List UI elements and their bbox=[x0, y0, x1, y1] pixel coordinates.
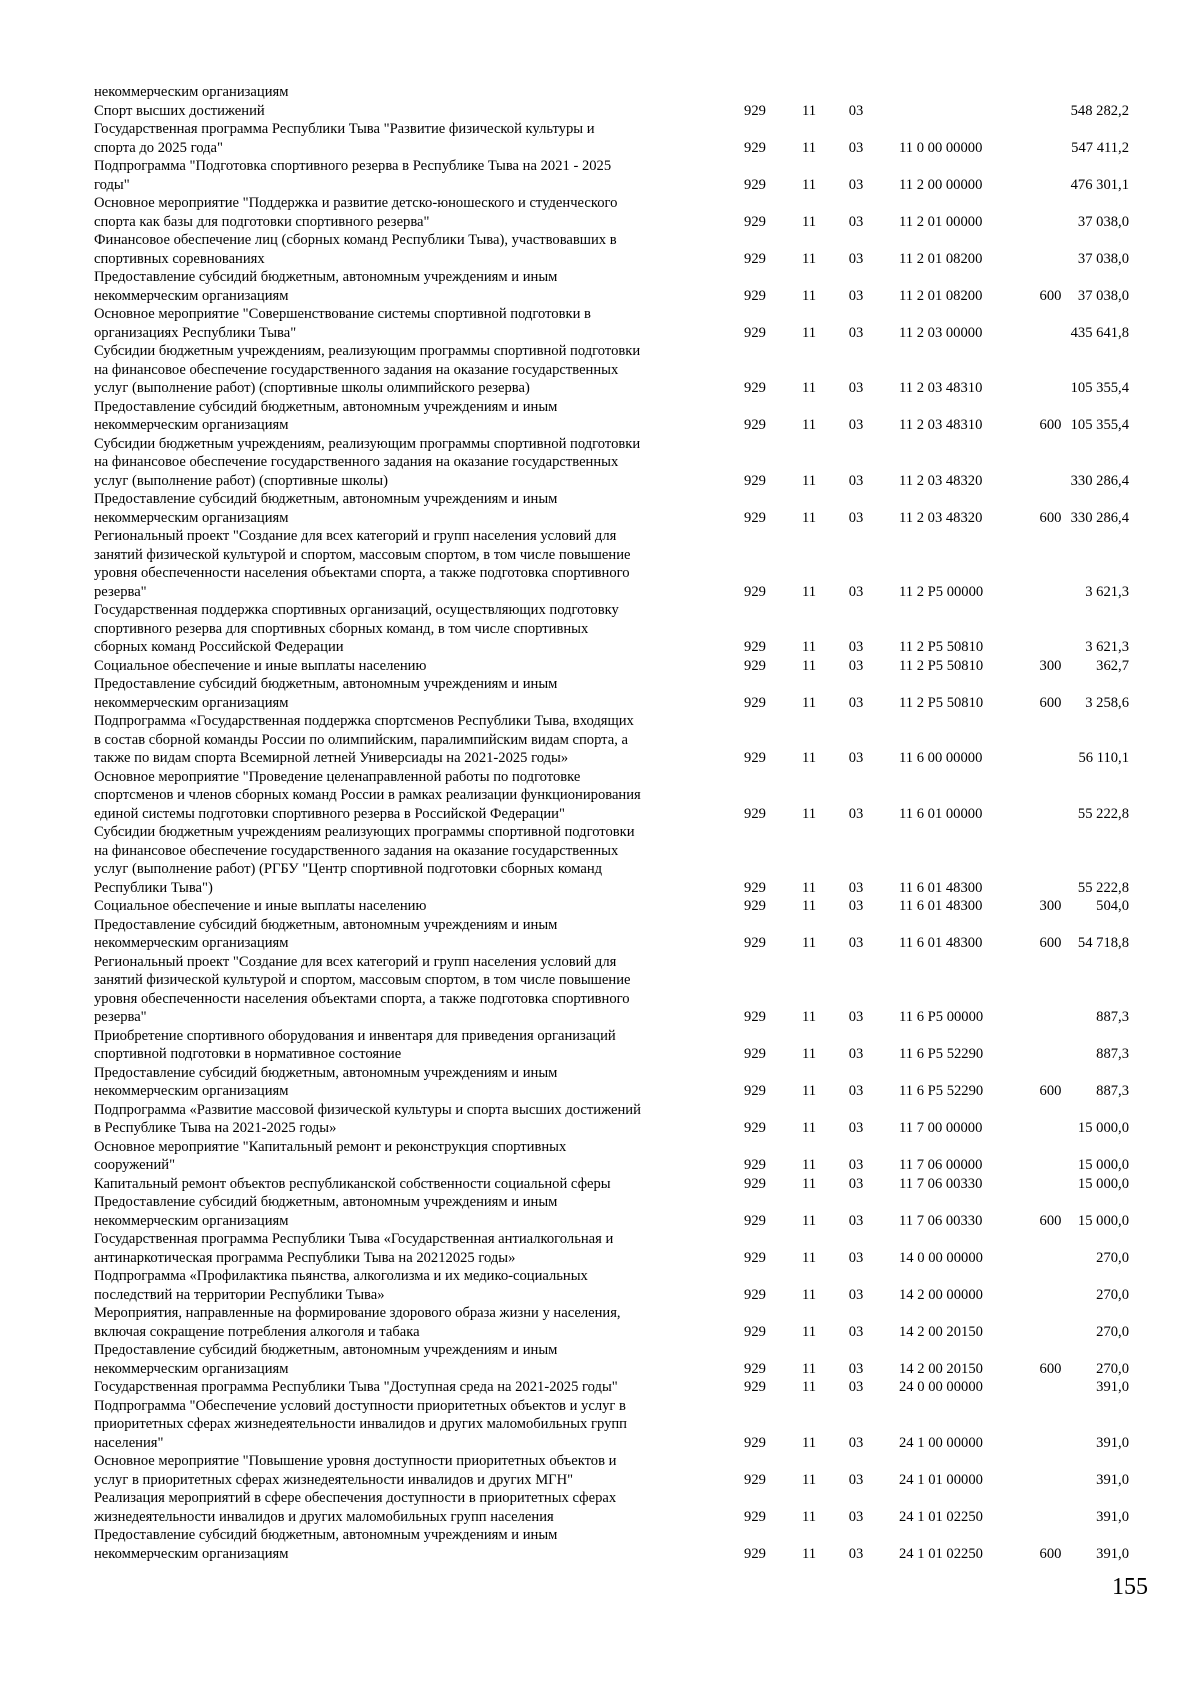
subsection-code-cell: 03 bbox=[848, 176, 864, 193]
table-row bbox=[94, 953, 1129, 1027]
amount-cell: 887,3 bbox=[1096, 1046, 1129, 1062]
subsection-code-cell: 03 bbox=[848, 1212, 864, 1229]
section-code-cell: 11 bbox=[801, 639, 817, 655]
target-article-cell: 11 2 00 00000 bbox=[899, 176, 983, 193]
table-row bbox=[94, 102, 1129, 121]
admin-code-cell: 929 bbox=[744, 1434, 766, 1451]
amount-cell: 270,0 bbox=[1096, 1360, 1129, 1377]
admin-code-cell: 929 bbox=[744, 639, 766, 655]
target-article-cell: 24 1 01 00000 bbox=[899, 1471, 983, 1488]
section-code-cell: 11 bbox=[801, 657, 817, 674]
admin-code-cell: 929 bbox=[744, 1379, 766, 1395]
section-code-cell: 11 bbox=[801, 694, 817, 711]
subsection-code-cell: 03 bbox=[848, 380, 864, 396]
amount-cell: 54 718,8 bbox=[1077, 935, 1129, 951]
amount-cell: 15 000,0 bbox=[1077, 1175, 1129, 1192]
subsection-code-cell: 03 bbox=[848, 750, 864, 766]
admin-code-cell: 929 bbox=[744, 324, 766, 341]
amount-cell: 55 222,8 bbox=[1077, 805, 1129, 822]
target-article-cell: 11 7 00 00000 bbox=[899, 1120, 983, 1136]
table-row bbox=[94, 1397, 1129, 1453]
table-row bbox=[94, 194, 1129, 231]
table-row bbox=[94, 1378, 1129, 1397]
section-code-cell: 11 bbox=[801, 1545, 817, 1562]
admin-code-cell: 929 bbox=[744, 583, 766, 600]
subsection-code-cell: 03 bbox=[848, 1157, 864, 1173]
table-row bbox=[94, 342, 1129, 398]
table-row bbox=[94, 83, 1129, 102]
expense-type-cell: 600 bbox=[1039, 1360, 1062, 1377]
expense-type-cell: 300 bbox=[1039, 657, 1062, 674]
amount-cell: 3 621,3 bbox=[1085, 583, 1129, 600]
table-row bbox=[94, 1193, 1129, 1230]
amount-cell: 270,0 bbox=[1096, 1249, 1129, 1266]
subsection-code-cell: 03 bbox=[848, 1120, 864, 1136]
target-article-cell: 24 0 00 00000 bbox=[899, 1379, 983, 1395]
target-article-cell: 14 2 00 20150 bbox=[899, 1323, 983, 1340]
row-description: Финансовое обеспечение лиц (сборных команд Республики Тыва), участвовавших в спортивных соревнованиях bbox=[94, 232, 617, 267]
admin-code-cell: 929 bbox=[744, 1175, 766, 1192]
target-article-cell: 11 2 03 00000 bbox=[899, 324, 983, 341]
row-description: Предоставление субсидий бюджетным, автономным учреждениям и иным некоммерческим организациям bbox=[94, 1064, 558, 1099]
row-description: Основное мероприятие "Совершенствование системы спортивной подготовки в организациях Республики Тыва" bbox=[94, 306, 591, 341]
subsection-code-cell: 03 bbox=[848, 213, 864, 230]
admin-code-cell: 929 bbox=[744, 102, 766, 119]
table-row bbox=[94, 435, 1129, 491]
subsection-code-cell: 03 bbox=[848, 1360, 864, 1377]
subsection-code-cell: 03 bbox=[848, 694, 864, 711]
section-code-cell: 11 bbox=[801, 1212, 817, 1229]
target-article-cell: 24 1 01 02250 bbox=[899, 1508, 983, 1525]
section-code-cell: 11 bbox=[801, 1083, 817, 1099]
admin-code-cell: 929 bbox=[744, 1249, 766, 1266]
table-row bbox=[94, 1230, 1129, 1267]
table-row bbox=[94, 1064, 1129, 1101]
row-description: Государственная программа Республики Тыва "Доступная среда на 2021-2025 годы" bbox=[94, 1379, 618, 1395]
subsection-code-cell: 03 bbox=[848, 639, 864, 655]
target-article-cell: 11 6 00 00000 bbox=[899, 750, 983, 766]
row-description: Подпрограмма "Подготовка спортивного резерва в Республике Тыва на 2021 - 2025 годы" bbox=[94, 158, 612, 193]
expense-type-cell: 600 bbox=[1039, 509, 1062, 526]
target-article-cell: 11 2 01 08200 bbox=[899, 250, 983, 267]
target-article-cell: 11 2 P5 50810 bbox=[899, 694, 984, 711]
table-row bbox=[94, 398, 1129, 435]
row-description: Подпрограмма «Профилактика пьянства, алкоголизма и их медико-социальных последствий на территории Республики Тыва» bbox=[94, 1268, 588, 1303]
amount-cell: 270,0 bbox=[1096, 1286, 1129, 1303]
row-description: Предоставление субсидий бюджетным, автономным учреждениям и иным некоммерческим организациям bbox=[94, 1342, 558, 1377]
table-row bbox=[94, 601, 1129, 657]
table-row bbox=[94, 1267, 1129, 1304]
section-code-cell: 11 bbox=[801, 472, 817, 489]
row-description: Основное мероприятие "Поддержка и развитие детско-юношеского и студенческого спорта как базы для подготовки спортивного резерва" bbox=[94, 195, 618, 230]
subsection-code-cell: 03 bbox=[848, 1323, 864, 1340]
table-row bbox=[94, 1101, 1129, 1138]
subsection-code-cell: 03 bbox=[848, 935, 864, 951]
target-article-cell: 11 2 01 08200 bbox=[899, 287, 983, 304]
row-description: Социальное обеспечение и иные выплаты населению bbox=[94, 898, 427, 914]
subsection-code-cell: 03 bbox=[848, 1009, 864, 1025]
section-code-cell: 11 bbox=[801, 250, 817, 267]
section-code-cell: 11 bbox=[801, 1175, 817, 1192]
subsection-code-cell: 03 bbox=[848, 1545, 864, 1562]
table-row bbox=[94, 120, 1129, 157]
section-code-cell: 11 bbox=[801, 509, 817, 526]
admin-code-cell: 929 bbox=[744, 139, 766, 156]
subsection-code-cell: 03 bbox=[848, 102, 864, 119]
expense-type-cell: 300 bbox=[1039, 898, 1062, 914]
row-description: Подпрограмма "Обеспечение условий доступности приоритетных объектов и услуг в приоритетных сферах жизнедеятельности инвалидов и других маломобильных групп населения" bbox=[94, 1397, 627, 1451]
target-article-cell: 14 0 00 00000 bbox=[899, 1249, 983, 1266]
row-description: Предоставление субсидий бюджетным, автономным учреждениям и иным некоммерческим организациям bbox=[94, 269, 558, 304]
table-row bbox=[94, 768, 1129, 824]
section-code-cell: 11 bbox=[801, 176, 817, 193]
expense-type-cell: 600 bbox=[1039, 694, 1062, 711]
section-code-cell: 11 bbox=[801, 1286, 817, 1303]
table-row bbox=[94, 1341, 1129, 1378]
section-code-cell: 11 bbox=[801, 1379, 817, 1395]
section-code-cell: 11 bbox=[801, 1434, 817, 1451]
admin-code-cell: 929 bbox=[744, 1323, 766, 1340]
table-row bbox=[94, 1489, 1129, 1526]
admin-code-cell: 929 bbox=[744, 1471, 766, 1488]
row-description: Мероприятия, направленные на формирование здорового образа жизни у населения, включая сокращение потребления алкоголя и табака bbox=[94, 1305, 621, 1340]
subsection-code-cell: 03 bbox=[848, 1249, 864, 1266]
table-row bbox=[94, 1027, 1129, 1064]
subsection-code-cell: 03 bbox=[848, 1471, 864, 1488]
expense-type-cell: 600 bbox=[1039, 1083, 1062, 1099]
expense-type-cell: 600 bbox=[1039, 417, 1062, 433]
target-article-cell: 11 2 P5 00000 bbox=[899, 583, 984, 600]
amount-cell: 391,0 bbox=[1096, 1545, 1129, 1562]
subsection-code-cell: 03 bbox=[848, 139, 864, 156]
subsection-code-cell: 03 bbox=[848, 1046, 864, 1062]
amount-cell: 3 621,3 bbox=[1085, 639, 1129, 655]
section-code-cell: 11 bbox=[801, 805, 817, 822]
target-article-cell: 11 6 01 00000 bbox=[899, 805, 983, 822]
row-description: Предоставление субсидий бюджетным, автономным учреждениям и иным некоммерческим организациям bbox=[94, 491, 558, 526]
subsection-code-cell: 03 bbox=[848, 879, 864, 896]
admin-code-cell: 929 bbox=[744, 472, 766, 489]
admin-code-cell: 929 bbox=[744, 1360, 766, 1377]
row-description: Подпрограмма «Развитие массовой физической культуры и спорта высших достижений в Республике Тыва на 2021-2025 годы» bbox=[94, 1101, 641, 1136]
target-article-cell: 11 6 01 48300 bbox=[899, 879, 983, 896]
section-code-cell: 11 bbox=[801, 417, 817, 433]
subsection-code-cell: 03 bbox=[848, 472, 864, 489]
subsection-code-cell: 03 bbox=[848, 583, 864, 600]
row-description: Предоставление субсидий бюджетным, автономным учреждениям и иным некоммерческим организациям bbox=[94, 1194, 558, 1229]
amount-cell: 887,3 bbox=[1096, 1083, 1129, 1099]
table-row bbox=[94, 916, 1129, 953]
table-row bbox=[94, 268, 1129, 305]
amount-cell: 15 000,0 bbox=[1077, 1212, 1129, 1229]
admin-code-cell: 929 bbox=[744, 657, 766, 674]
target-article-cell: 11 2 03 48310 bbox=[899, 417, 983, 433]
section-code-cell: 11 bbox=[801, 1009, 817, 1025]
target-article-cell: 14 2 00 20150 bbox=[899, 1360, 983, 1377]
target-article-cell: 11 6 P5 00000 bbox=[899, 1009, 984, 1025]
admin-code-cell: 929 bbox=[744, 935, 766, 951]
admin-code-cell: 929 bbox=[744, 879, 766, 896]
admin-code-cell: 929 bbox=[744, 1120, 766, 1136]
admin-code-cell: 929 bbox=[744, 1157, 766, 1173]
subsection-code-cell: 03 bbox=[848, 898, 864, 914]
expense-type-cell: 600 bbox=[1039, 287, 1062, 304]
target-article-cell: 11 6 01 48300 bbox=[899, 935, 983, 951]
admin-code-cell: 929 bbox=[744, 1083, 766, 1099]
subsection-code-cell: 03 bbox=[848, 287, 864, 304]
table-row bbox=[94, 657, 1129, 676]
target-article-cell: 11 6 P5 52290 bbox=[899, 1083, 984, 1099]
subsection-code-cell: 03 bbox=[848, 250, 864, 267]
target-article-cell: 11 6 01 48300 bbox=[899, 898, 983, 914]
amount-cell: 435 641,8 bbox=[1070, 324, 1129, 341]
section-code-cell: 11 bbox=[801, 287, 817, 304]
table-row bbox=[94, 675, 1129, 712]
section-code-cell: 11 bbox=[801, 1360, 817, 1377]
subsection-code-cell: 03 bbox=[848, 1434, 864, 1451]
target-article-cell: 11 7 06 00330 bbox=[899, 1175, 983, 1192]
amount-cell: 476 301,1 bbox=[1070, 176, 1129, 193]
table-row bbox=[94, 1138, 1129, 1175]
section-code-cell: 11 bbox=[801, 1120, 817, 1136]
subsection-code-cell: 03 bbox=[848, 1286, 864, 1303]
table-row bbox=[94, 527, 1129, 601]
section-code-cell: 11 bbox=[801, 750, 817, 766]
row-description: Региональный проект "Создание для всех категорий и групп населения условий для занятий физической культурой и спортом, массовым спортом, в том числе повышение уровня обеспеченности населения объектами спорта, а также подготовка спортивного резерва" bbox=[94, 528, 631, 600]
admin-code-cell: 929 bbox=[744, 750, 766, 766]
row-description: Государственная программа Республики Тыва "Развитие физической культуры и спорта до 2025 года" bbox=[94, 121, 595, 156]
subsection-code-cell: 03 bbox=[848, 417, 864, 433]
amount-cell: 548 282,2 bbox=[1070, 102, 1129, 119]
admin-code-cell: 929 bbox=[744, 1046, 766, 1062]
row-description: Спорт высших достижений bbox=[94, 102, 265, 119]
table-row bbox=[94, 1304, 1129, 1341]
target-article-cell: 11 6 P5 52290 bbox=[899, 1046, 984, 1062]
admin-code-cell: 929 bbox=[744, 1009, 766, 1025]
row-description: Основное мероприятие "Капитальный ремонт и реконструкция спортивных сооружений" bbox=[94, 1138, 567, 1173]
row-description: Субсидии бюджетным учреждениям, реализующим программы спортивной подготовки на финансовое обеспечение государственного задания на оказание государственных услуг (выполнение работ) (спортивные школы олимпийского резерва) bbox=[94, 343, 641, 396]
subsection-code-cell: 03 bbox=[848, 324, 864, 341]
row-description: Предоставление субсидий бюджетным, автономным учреждениям и иным некоммерческим организациям bbox=[94, 398, 558, 433]
section-code-cell: 11 bbox=[801, 139, 817, 156]
section-code-cell: 11 bbox=[801, 1157, 817, 1173]
target-article-cell: 14 2 00 00000 bbox=[899, 1286, 983, 1303]
table-row bbox=[94, 231, 1129, 268]
subsection-code-cell: 03 bbox=[848, 1508, 864, 1525]
amount-cell: 547 411,2 bbox=[1071, 139, 1129, 156]
table-row bbox=[94, 897, 1129, 916]
table-row bbox=[94, 823, 1129, 897]
amount-cell: 270,0 bbox=[1096, 1323, 1129, 1340]
admin-code-cell: 929 bbox=[744, 1212, 766, 1229]
amount-cell: 37 038,0 bbox=[1077, 250, 1129, 267]
table-row bbox=[94, 712, 1129, 768]
row-description: Региональный проект "Создание для всех категорий и групп населения условий для занятий физической культурой и спортом, массовым спортом, в том числе повышение уровня обеспеченности населения объектами спорта, а также подготовка спортивного резерва" bbox=[94, 953, 631, 1025]
amount-cell: 391,0 bbox=[1096, 1379, 1129, 1395]
row-description: Социальное обеспечение и иные выплаты населению bbox=[94, 657, 427, 674]
subsection-code-cell: 03 bbox=[848, 509, 864, 526]
row-description: некоммерческим организациям bbox=[94, 84, 289, 100]
amount-cell: 504,0 bbox=[1096, 898, 1129, 914]
admin-code-cell: 929 bbox=[744, 898, 766, 914]
section-code-cell: 11 bbox=[801, 1471, 817, 1488]
row-description: Основное мероприятие "Проведение целенаправленной работы по подготовке спортсменов и членов сборных команд России в рамках реализации функционирования единой системы подготовки спортивного резерва в Российской Федерации" bbox=[94, 768, 641, 822]
row-description: Реализация мероприятий в сфере обеспечения доступности в приоритетных сферах жизнедеятельности инвалидов и других маломобильных групп населения bbox=[94, 1490, 617, 1525]
expense-type-cell: 600 bbox=[1039, 1545, 1062, 1562]
row-description: Государственная программа Республики Тыва «Государственная антиалкогольная и антинаркотическая программа Республики Тыва на 20212025 годы» bbox=[94, 1231, 614, 1266]
row-description: Предоставление субсидий бюджетным, автономным учреждениям и иным некоммерческим организациям bbox=[94, 1527, 558, 1562]
table-row bbox=[94, 490, 1129, 527]
section-code-cell: 11 bbox=[801, 102, 817, 119]
section-code-cell: 11 bbox=[801, 213, 817, 230]
target-article-cell: 11 2 01 00000 bbox=[899, 213, 983, 230]
target-article-cell: 11 7 06 00330 bbox=[899, 1212, 983, 1229]
section-code-cell: 11 bbox=[801, 1046, 817, 1062]
admin-code-cell: 929 bbox=[744, 417, 766, 433]
row-description: Основное мероприятие "Повышение уровня доступности приоритетных объектов и услуг в приоритетных сферах жизнедеятельности инвалидов и других МГН" bbox=[94, 1453, 617, 1488]
target-article-cell: 11 2 03 48320 bbox=[899, 472, 983, 489]
amount-cell: 330 286,4 bbox=[1070, 472, 1129, 489]
admin-code-cell: 929 bbox=[744, 250, 766, 267]
section-code-cell: 11 bbox=[801, 898, 817, 914]
row-description: Предоставление субсидий бюджетным, автономным учреждениям и иным некоммерческим организациям bbox=[94, 676, 558, 711]
target-article-cell: 24 1 01 02250 bbox=[899, 1545, 983, 1562]
expense-type-cell: 600 bbox=[1039, 935, 1062, 951]
amount-cell: 887,3 bbox=[1096, 1009, 1129, 1025]
row-description: Предоставление субсидий бюджетным, автономным учреждениям и иным некоммерческим организациям bbox=[94, 916, 558, 951]
section-code-cell: 11 bbox=[801, 1323, 817, 1340]
amount-cell: 56 110,1 bbox=[1078, 750, 1129, 766]
amount-cell: 37 038,0 bbox=[1077, 213, 1129, 230]
row-description: Субсидии бюджетным учреждениям, реализующим программы спортивной подготовки на финансовое обеспечение государственного задания на оказание государственных услуг (выполнение работ) (спортивные школы) bbox=[94, 435, 641, 489]
table-row bbox=[94, 305, 1129, 342]
admin-code-cell: 929 bbox=[744, 176, 766, 193]
target-article-cell: 11 0 00 00000 bbox=[899, 139, 983, 156]
admin-code-cell: 929 bbox=[744, 1508, 766, 1525]
amount-cell: 391,0 bbox=[1096, 1434, 1129, 1451]
row-description: Государственная поддержка спортивных организаций, осуществляющих подготовку спортивного резерва для спортивных сборных команд, в том числе спортивных сборных команд Российской Федерации bbox=[94, 602, 619, 655]
budget-table bbox=[94, 83, 1129, 1563]
target-article-cell: 24 1 00 00000 bbox=[899, 1434, 983, 1451]
table-row bbox=[94, 157, 1129, 194]
table-row bbox=[94, 1452, 1129, 1489]
amount-cell: 105 355,4 bbox=[1070, 417, 1129, 433]
admin-code-cell: 929 bbox=[744, 380, 766, 396]
section-code-cell: 11 bbox=[801, 583, 817, 600]
amount-cell: 330 286,4 bbox=[1070, 509, 1129, 526]
target-article-cell: 11 2 03 48320 bbox=[899, 509, 983, 526]
subsection-code-cell: 03 bbox=[848, 1083, 864, 1099]
admin-code-cell: 929 bbox=[744, 213, 766, 230]
subsection-code-cell: 03 bbox=[848, 657, 864, 674]
expense-type-cell: 600 bbox=[1039, 1212, 1062, 1229]
row-description: Приобретение спортивного оборудования и инвентаря для приведения организаций спортивной подготовки в нормативное состояние bbox=[94, 1027, 616, 1062]
target-article-cell: 11 2 P5 50810 bbox=[899, 639, 984, 655]
section-code-cell: 11 bbox=[801, 935, 817, 951]
amount-cell: 3 258,6 bbox=[1085, 694, 1129, 711]
amount-cell: 105 355,4 bbox=[1070, 380, 1129, 396]
amount-cell: 391,0 bbox=[1096, 1508, 1129, 1525]
page-number: 155 bbox=[1112, 1574, 1148, 1600]
amount-cell: 362,7 bbox=[1096, 657, 1129, 674]
row-description: Капитальный ремонт объектов республиканской собственности социальной сферы bbox=[94, 1175, 611, 1192]
subsection-code-cell: 03 bbox=[848, 1379, 864, 1395]
target-article-cell: 11 2 03 48310 bbox=[899, 380, 983, 396]
target-article-cell: 11 7 06 00000 bbox=[899, 1157, 983, 1173]
target-article-cell: 11 2 P5 50810 bbox=[899, 657, 984, 674]
subsection-code-cell: 03 bbox=[848, 1175, 864, 1192]
row-description: Субсидии бюджетным учреждениям реализующих программы спортивной подготовки на финансовое обеспечение государственного задания на оказание государственных услуг (выполнение работ) (РГБУ "Центр спортивной подготовки сборных команд Республики Тыва") bbox=[94, 824, 635, 896]
subsection-code-cell: 03 bbox=[848, 805, 864, 822]
amount-cell: 15 000,0 bbox=[1077, 1157, 1129, 1173]
section-code-cell: 11 bbox=[801, 1508, 817, 1525]
admin-code-cell: 929 bbox=[744, 1286, 766, 1303]
admin-code-cell: 929 bbox=[744, 694, 766, 711]
table-row bbox=[94, 1175, 1129, 1194]
amount-cell: 15 000,0 bbox=[1077, 1120, 1129, 1136]
table-row bbox=[94, 1526, 1129, 1563]
section-code-cell: 11 bbox=[801, 1249, 817, 1266]
section-code-cell: 11 bbox=[801, 324, 817, 341]
section-code-cell: 11 bbox=[801, 879, 817, 896]
admin-code-cell: 929 bbox=[744, 1545, 766, 1562]
amount-cell: 391,0 bbox=[1096, 1471, 1129, 1488]
section-code-cell: 11 bbox=[801, 380, 817, 396]
admin-code-cell: 929 bbox=[744, 805, 766, 822]
amount-cell: 55 222,8 bbox=[1077, 879, 1129, 896]
amount-cell: 37 038,0 bbox=[1077, 287, 1129, 304]
row-description: Подпрограмма «Государственная поддержка спортсменов Республики Тыва, входящих в состав сборной команды России по олимпийским, паралимпийским видам спорта, а также по видам спорта Всемирной летней Универсиады на 2021-2025 годы» bbox=[94, 713, 634, 766]
admin-code-cell: 929 bbox=[744, 509, 766, 526]
admin-code-cell: 929 bbox=[744, 287, 766, 304]
